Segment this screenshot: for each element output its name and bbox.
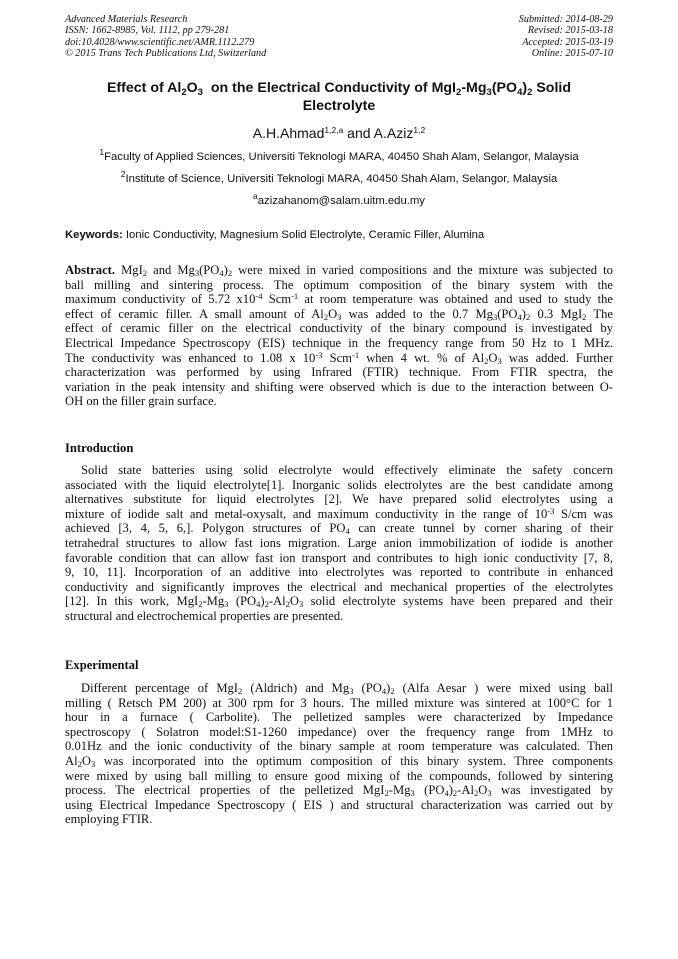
introduction-line: Solid state batteries using solid electrolyte would effectively eliminate the safety concern	[81, 463, 613, 477]
abstract-line: Electrical Impedance Spectroscopy (EIS) technique in the frequency range from 50 Hz to 1 MHz.	[65, 335, 613, 350]
abstract-line: effect of ceramic filler on the electrical conductivity of the binary compound is investigated by	[65, 321, 613, 336]
experimental-line: milling ( Retsch PM 200) at 300 rpm for 3 hours. The milled mixture was sintered at 100°C for 1	[65, 695, 613, 710]
introduction-line: achieved [3, 4, 5, 6,]. Polygon structures of $PO_4$ can create tunnel by corner sharing of their	[65, 521, 614, 537]
title-line-1: Effect of $Al_2O_3$ on the Electrical Conductivity of $MgI_2-Mg_3(PO_4)_2$ Solid	[106, 80, 572, 98]
introduction-line: structural and electrochemical properties are presented.	[65, 608, 344, 623]
title-line-2: Electrolyte	[302, 97, 376, 114]
introduction-line: mixture of iodide salt and metal-oxysalt, and maximum conductivity in the range of $10^{-3}$ S/cm was	[65, 505, 613, 521]
affiliation-2: $^2$Institute of Science, Universiti Teknologi MARA, 40450 Shah Alam, Selangor, Malaysia	[120, 169, 558, 185]
introduction-line: 9, 10, 11]. Incorporation of an additive into electrolytes was reported to contribute in enhanced	[65, 565, 613, 580]
keywords: Keywords: Ionic Conductivity, Magnesium Solid Electrolyte, Ceramic Filler, Alumina	[65, 229, 485, 241]
publication-dates	[519, 14, 613, 60]
introduction-line: favorable condition that can allow fast ion transport and contributes to high ionic conductivity [7, 8,	[65, 550, 613, 565]
experimental-line: process. The electrical properties of the pelletized $MgI_2-Mg_3$ $(PO_4)_2-Al_2O_3$ was investigated by	[65, 783, 613, 799]
abstract-line: effect of ceramic filler. A small amount of $Al_2O_3$ was added to the 0.7 $Mg_3(PO_4)_2$ 0.3 MgI$_2$ The	[65, 306, 613, 322]
date-accepted: Accepted: 2015-03-19	[522, 36, 613, 48]
introduction-line: associated with the liquid electrolyte[1]. Inorganic solids electrolytes are the best candidate among	[65, 477, 613, 492]
journal-copyright: © 2015 Trans Tech Publications Ltd, Switzerland	[65, 48, 267, 60]
experimental-body	[65, 681, 613, 827]
date-online: Online: 2015-07-10	[531, 48, 613, 60]
journal-doi: doi:10.4028/www.scientific.net/AMR.1112.279	[65, 36, 255, 48]
abstract-line: variation in the peak intensity and shifting were observed which is due to the interaction between O-	[65, 379, 613, 394]
date-revised: Revised: 2015-03-18	[527, 25, 613, 37]
experimental-line: spectroscopy ( Solatron model:S1-1260 impedance) over the frequency range from 1MHz to	[65, 724, 613, 739]
paper-title	[65, 80, 613, 115]
abstract-line: The conductivity was enhanced to 1.08 x $10^{-3}$ Scm$^{-1}$ when 4 wt. % of $Al_2O_3$ was added. Further	[65, 349, 614, 366]
abstract	[65, 263, 613, 409]
affiliation-1: $^1$Faculty of Applied Sciences, Universiti Teknologi MARA, 40450 Shah Alam, Selangor, Malaysia	[99, 147, 579, 163]
section-heading-introduction: Introduction	[65, 441, 134, 455]
introduction-line: tetrahedral structures to allow fast ions migration. Large anion immobilization of iodide is another	[65, 535, 613, 550]
experimental-line: 0.01Hz and the ionic conductivity of the binary sample at room temperature was calculated. Then	[65, 739, 613, 754]
experimental-line: $Al_2O_3$ was incorporated into the optimum composition of this binary system. Three components	[65, 753, 613, 769]
abstract-line: Abstract. MgI$_2$ and $Mg_3(PO_4)_2$ were mixed in varied compositions and the mixture was subjected to	[65, 263, 613, 278]
introduction-body	[65, 463, 613, 624]
corresponding-email: $^a$azizahanom@salam.uitm.edu.my	[253, 191, 425, 207]
keywords-label: Keywords:	[65, 229, 123, 241]
journal-issn: ISSN: 1662-8985, Vol. 1112, pp 279-281	[65, 25, 230, 37]
experimental-line: employing FTIR.	[65, 812, 153, 827]
journal-info	[65, 14, 266, 60]
abstract-line: characterization was performed by using Infrared (FTIR) technique. From FTIR spectra, the	[65, 365, 613, 380]
date-submitted: Submitted: 2014-08-29	[518, 14, 613, 25]
experimental-line: were mixed by using ball milling to ensure good mixing of the compounds, followed by sintering	[65, 768, 613, 783]
author-list: A.H.Ahmad$^{1,2,a}$ and A.Aziz$^{1,2}$	[252, 125, 426, 141]
author-1: A.H.Ahmad	[252, 125, 325, 141]
section-heading-experimental: Experimental	[65, 658, 139, 672]
journal-name: Advanced Materials Research	[65, 14, 188, 25]
experimental-line: hour in a furnace ( Carbolite). The pelletized samples were characterized by Impedance	[65, 710, 613, 725]
introduction-line: [12]. In this work, $MgI_2-Mg_3$ $(PO_4)_2-Al_2O_3$ solid electrolyte systems have been prepared and their	[65, 594, 613, 610]
abstract-line: ball milling and sintering process. The optimum composition of the binary system with the	[65, 277, 613, 292]
author-2: A.Aziz	[373, 125, 414, 141]
experimental-line: Different percentage of MgI$_2$ (Aldrich) and $Mg_3$ $(PO_4)_2$ (Alfa Aesar ) were mixed using ball	[81, 681, 613, 696]
introduction-line: conductivity and significantly improves the electrical and mechanical properties of the electrolytes	[65, 579, 613, 594]
introduction-line: alternatives substitute for liquid electrolytes [2]. We have prepared solid electrolytes using a	[65, 492, 613, 507]
abstract-line: OH on the filler grain surface.	[65, 394, 217, 409]
abstract-line: maximum conductivity of 5.72 $x10^{-4}$ Scm$^{-1}$ at room temperature was obtained and used to study the	[65, 291, 613, 307]
experimental-line: using Electrical Impedance Spectroscopy ( EIS ) and structural characterization was carried out by	[65, 797, 613, 812]
